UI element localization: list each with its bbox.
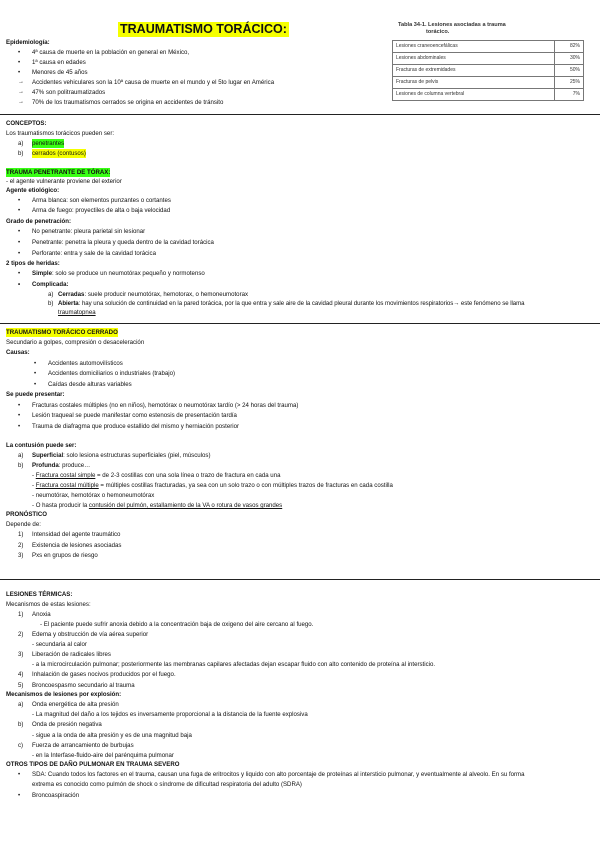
- explosion-sub: - La magnitud del daño a los tejidos es inversamente proporcional a la distancia de la fuente explosiva: [32, 711, 308, 718]
- table-row: [393, 41, 584, 53]
- superficial-label: Superficial: [32, 452, 64, 459]
- list-marker: 3): [18, 651, 24, 658]
- presentar-heading: Se puede presentar:: [6, 391, 65, 398]
- superficial-text: : solo lesiona estructuras superficiales (piel, músculos): [63, 452, 211, 459]
- profunda-label: Profunda: [32, 462, 59, 469]
- termica-item: Liberación de radicales libres: [32, 651, 111, 658]
- table-cell-label: Lesiones de columna vertebral: [393, 89, 555, 101]
- list-marker: 3): [18, 552, 24, 559]
- causa-item: • Accidentes automovilísticos: [48, 359, 123, 368]
- list-marker: a): [18, 452, 24, 459]
- explosion-sub: - sigue a la onda de alta presión y es de una magnitud baja: [32, 732, 192, 739]
- presentar-item: • Lesión traqueal se puede manifestar como estenosis de presentación tardía: [32, 411, 237, 420]
- grado-heading: Grado de penetración:: [6, 218, 72, 225]
- concept-penetrantes: penetrantes: [32, 140, 65, 147]
- termicas-intro: Mecanismos de estas lesiones:: [6, 601, 91, 608]
- list-marker: b): [18, 150, 24, 157]
- complicada-label: • Complicada:: [32, 280, 69, 289]
- explosion-heading: Mecanismos de lesiones por explosión:: [6, 691, 122, 698]
- penetrante-intro: - el agente vulnerante proviene del exterior: [6, 178, 122, 185]
- sda-item-cont: extrema es conocido como pulmón de shock o síndrome de dificultad respiratoria del adulto (SDRA): [32, 781, 302, 788]
- profunda-detail: - neumotórax, hemotórax o hemoneumotórax: [32, 492, 155, 499]
- causas-heading: Causas:: [6, 349, 30, 356]
- epi-arrow-item: → Accidentes vehiculares son la 10ª causa de muerte en el mundo y el 5to lugar en América: [32, 78, 274, 87]
- pronostico-heading: PRONÓSTICO: [6, 511, 47, 518]
- table-row: [393, 53, 584, 65]
- tipos-heading: 2 tipos de heridas:: [6, 260, 60, 267]
- list-marker: 2): [18, 542, 24, 549]
- list-marker: 1): [18, 531, 24, 538]
- penetrante-heading: TRAUMA PENETRANTE DE TÓRAX:: [6, 169, 111, 176]
- broncoaspiracion-item: • Broncoaspiración: [32, 791, 79, 800]
- termica-item: Broncoespasmo secundario al trauma: [32, 682, 135, 689]
- dash: -: [32, 482, 36, 489]
- concept-cerrados: cerrados (contusos): [32, 150, 86, 157]
- list-marker: 1): [18, 611, 24, 618]
- table-cell-value: 82%: [555, 41, 584, 53]
- abierta-term: traumatopnea: [58, 309, 96, 316]
- fractura-multiple-text: = múltiples costillas fracturadas, ya sea con un solo trazo o con múltiples trazos de fracturas en cada costilla: [98, 482, 393, 489]
- explosion-item: Onda de presión negativa: [32, 721, 102, 728]
- agente-heading: Agente etiológico:: [6, 187, 60, 194]
- list-marker: b): [18, 462, 24, 469]
- simple-item: [32, 269, 205, 278]
- list-marker: 4): [18, 671, 24, 678]
- abierta-text: : hay una solución de continuidad en la pared torácica, por la que entra y sale aire de la cavidad pleural durante los movimientos respiratorios→ este fenómeno se llama: [78, 300, 525, 307]
- profunda-detail: [32, 501, 282, 510]
- pronostico-item: Intensidad del agente traumático: [32, 531, 121, 538]
- page-title: TRAUMATISMO TORÁCICO:: [120, 22, 287, 36]
- pronostico-item: Pxs en grupos de riesgo: [32, 552, 98, 559]
- explosion-sub: - en la Interfase-fluido-aire del parénquima pulmonar: [32, 752, 174, 759]
- pronostico-intro: Depende de:: [6, 521, 41, 528]
- table-cell-label: Lesiones abdominales: [393, 53, 555, 65]
- list-marker: a): [48, 291, 54, 298]
- table-row: [393, 65, 584, 77]
- conceptos-intro: Los traumatismos torácicos pueden ser:: [6, 130, 115, 137]
- termica-item: Anoxia: [32, 611, 51, 618]
- superficial-item: [32, 451, 210, 460]
- grado-item: • Perforante: entra y sale de la cavidad torácica: [32, 249, 156, 258]
- associated-injuries-table: [392, 40, 584, 101]
- table-row: [393, 89, 584, 101]
- section-divider: [0, 579, 600, 580]
- presentar-item: • Fracturas costales múltiples (no en niños), hemotórax o neumotórax tardío (> 24 horas del trauma): [32, 401, 298, 410]
- termica-sub: - El paciente puede sufrir anoxia debido a la concentración baja de oxigeno del aire cercano al fuego.: [40, 621, 314, 628]
- list-marker: c): [18, 742, 24, 749]
- list-marker: a): [18, 140, 24, 147]
- cerrado-intro: Secundario a golpes, compresión o desaceleración: [6, 339, 145, 346]
- termica-sub: - secundaria al calor: [32, 641, 87, 648]
- fractura-multiple-term: Fractura costal múltiple: [35, 482, 99, 489]
- table-cell-value: 30%: [555, 53, 584, 65]
- table-caption: [398, 22, 506, 36]
- table-cell-label: Fracturas de extremidades: [393, 65, 555, 77]
- cerradas-text: : suele producir neumotórax, hemotorax, o hemoneumotorax: [84, 291, 249, 298]
- epi-arrow-item: → 47% son politraumatizados: [32, 88, 105, 97]
- epi-bullet: • 1ª causa en edades: [32, 58, 86, 67]
- profunda-text: : produce…: [58, 462, 91, 469]
- otros-heading: OTROS TIPOS DE DAÑO PULMONAR EN TRAUMA SEVERO: [6, 761, 180, 768]
- profunda-detail: [32, 481, 393, 490]
- table-cell-value: 50%: [555, 65, 584, 77]
- simple-label: Simple: [32, 270, 52, 277]
- agente-item: • Arma blanca: son elementos punzantes o cortantes: [32, 196, 171, 205]
- table-caption-line2: torácico.: [426, 29, 450, 35]
- fractura-simple-text: = de 2-3 costillas con una sola línea o trazo de fractura en cada una: [95, 472, 281, 479]
- cerrado-heading: TRAUMATISMO TORÁCICO CERRADO: [6, 329, 118, 336]
- dash: -: [32, 472, 36, 479]
- presentar-item: • Trauma de diafragma que produce estallido del mismo y herniación posterior: [32, 422, 239, 431]
- abierta-item: [58, 299, 525, 308]
- contusion-heading: La contusión puede ser:: [6, 442, 77, 449]
- list-marker: b): [18, 721, 24, 728]
- table-cell-value: 7%: [555, 89, 584, 101]
- profunda-item: [32, 461, 90, 470]
- list-marker: 5): [18, 682, 24, 689]
- termica-item: Edema y obstrucción de vía aérea superior: [32, 631, 149, 638]
- contusion-pulmon-term: contusión del pulmón, estallamiento de la VA o rotura de vasos grandes: [88, 502, 283, 509]
- termica-sub: - a la microcirculación pulmonar; posteriormente las membranas capilares afectadas dejan escapar fluido con alto contenido de proteína al intersticio.: [32, 661, 436, 668]
- table-row: [393, 77, 584, 89]
- conceptos-heading: CONCEPTOS:: [6, 120, 47, 127]
- section-divider: [0, 323, 600, 324]
- fractura-simple-term: Fractura costal simple: [35, 472, 96, 479]
- table-cell-label: Fracturas de pelvis: [393, 77, 555, 89]
- epi-bullet: • 4ª causa de muerte en la población en general en México,: [32, 48, 189, 57]
- causa-item: • Accidentes domiciliarios o industriales (trabajo): [48, 369, 175, 378]
- explosion-item: Onda energética de alta presión: [32, 701, 119, 708]
- agente-item: • Arma de fuego: proyectiles de alta o baja velocidad: [32, 206, 170, 215]
- cerradas-label: Cerradas: [58, 291, 85, 298]
- grado-item: • No penetrante: pleura parietal sin lesionar: [32, 227, 145, 236]
- list-marker: b): [48, 300, 54, 307]
- termicas-heading: LESIONES TÉRMICAS:: [6, 591, 73, 598]
- profunda-detail: [32, 471, 280, 480]
- table-cell-label: Lesiones craneoencefálicas: [393, 41, 555, 53]
- epi-bullet: • Menores de 45 años: [32, 68, 88, 77]
- simple-text: : solo se produce un neumotórax pequeño y normotenso: [51, 270, 205, 277]
- section-divider: [0, 114, 600, 115]
- epi-heading: Epidemiología:: [6, 39, 50, 46]
- grado-item: • Penetrante: penetra la pleura y queda dentro de la cavidad torácica: [32, 238, 214, 247]
- contusion-prefix: - O hasta producir la: [32, 502, 89, 509]
- list-marker: 2): [18, 631, 24, 638]
- table-cell-value: 25%: [555, 77, 584, 89]
- sda-item: • SDA: Cuando todos los factores en el trauma, causan una fuga de eritrocitos y liquido con alto porcentaje de proteínas al intersticio pulmonar, y eventualmente al alveolo. En su forma: [32, 770, 525, 779]
- causa-item: • Caídas desde alturas variables: [48, 380, 132, 389]
- pronostico-item: Existencia de lesiones asociadas: [32, 542, 122, 549]
- cerradas-item: [58, 290, 248, 299]
- table-caption-line1: Tabla 34-1. Lesiones asociadas a trauma: [398, 22, 506, 28]
- abierta-label: Abierta: [58, 300, 79, 307]
- explosion-item: Fuerza de arrancamiento de burbujas: [32, 742, 134, 749]
- list-marker: a): [18, 701, 24, 708]
- epi-arrow-item: → 70% de los traumatismos cerrados se origina en accidentes de tránsito: [32, 98, 223, 107]
- termica-item: Inhalación de gases nocivos producidos por el fuego.: [32, 671, 176, 678]
